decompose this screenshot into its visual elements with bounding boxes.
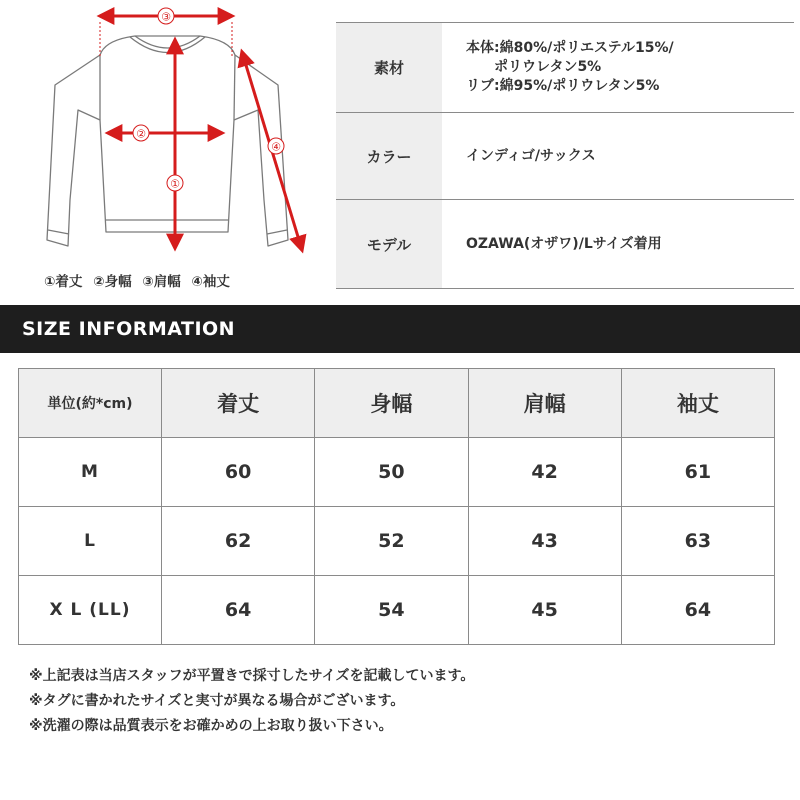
table-row (19, 507, 775, 576)
table-cell: 64 (621, 576, 774, 645)
size-table (18, 368, 775, 645)
column-header: 肩幅 (468, 369, 621, 438)
sleeve-length-marker (242, 52, 302, 250)
material-line: 本体:綿80%/ポリエステル15%/ (466, 40, 674, 56)
measurement-legend (44, 270, 304, 292)
marker-1-label: ① (170, 177, 180, 191)
marker-3-label: ③ (161, 10, 171, 24)
color-value: インディゴ/サックス (442, 113, 794, 200)
note-line: ※タグに書かれたサイズと実寸が異なる場合がございます。 (29, 693, 405, 709)
table-row (19, 438, 775, 507)
column-header: 着丈 (162, 369, 315, 438)
legend-chest: ②身幅 (93, 274, 132, 290)
table-cell: 62 (162, 507, 315, 576)
legend-length: ①着丈 (44, 274, 83, 290)
product-spec-table (336, 22, 794, 289)
size-label: M (19, 438, 162, 507)
model-value: OZAWA(オザワ)/Lサイズ着用 (466, 235, 662, 252)
marker-2-label: ② (136, 127, 146, 141)
sweater-outline (47, 36, 288, 246)
marker-4-label: ④ (271, 140, 281, 154)
legend-sleeve: ④袖丈 (191, 274, 230, 290)
size-label: X L (LL) (19, 576, 162, 645)
note-line: ※上記表は当店スタッフが平置きで採寸したサイズを記載しています。 (29, 668, 475, 684)
legend-shoulder: ③肩幅 (142, 274, 181, 290)
table-cell: 52 (315, 507, 468, 576)
material-line: リブ:綿95%/ポリウレタン5% (466, 78, 660, 94)
table-cell: 43 (468, 507, 621, 576)
measurement-diagram (0, 0, 320, 300)
spec-row-material (336, 23, 794, 113)
table-cell: 64 (162, 576, 315, 645)
note-line: ※洗濯の際は品質表示をお確かめの上お取り扱い下さい。 (29, 718, 393, 734)
color-label: カラー (336, 113, 442, 200)
column-header: 身幅 (315, 369, 468, 438)
table-cell: 61 (621, 438, 774, 507)
table-cell: 54 (315, 576, 468, 645)
material-value (442, 23, 794, 113)
size-information-header: SIZE INFORMATION (0, 305, 800, 353)
model-label: モデル (336, 200, 442, 289)
table-cell: 63 (621, 507, 774, 576)
table-cell: 42 (468, 438, 621, 507)
spec-row-color (336, 113, 794, 200)
table-cell: 50 (315, 438, 468, 507)
material-label: 素材 (336, 23, 442, 113)
notes (29, 664, 789, 739)
shoulder-width-marker (100, 8, 232, 58)
table-cell: 60 (162, 438, 315, 507)
size-table-header-row (19, 369, 775, 438)
chest-width-marker (108, 125, 222, 141)
unit-header: 単位(約*cm) (19, 369, 162, 438)
spec-row-model (336, 200, 794, 289)
size-label: L (19, 507, 162, 576)
material-line: ポリウレタン5% (466, 59, 602, 75)
table-cell: 45 (468, 576, 621, 645)
column-header: 袖丈 (621, 369, 774, 438)
table-row (19, 576, 775, 645)
length-marker (167, 40, 183, 248)
